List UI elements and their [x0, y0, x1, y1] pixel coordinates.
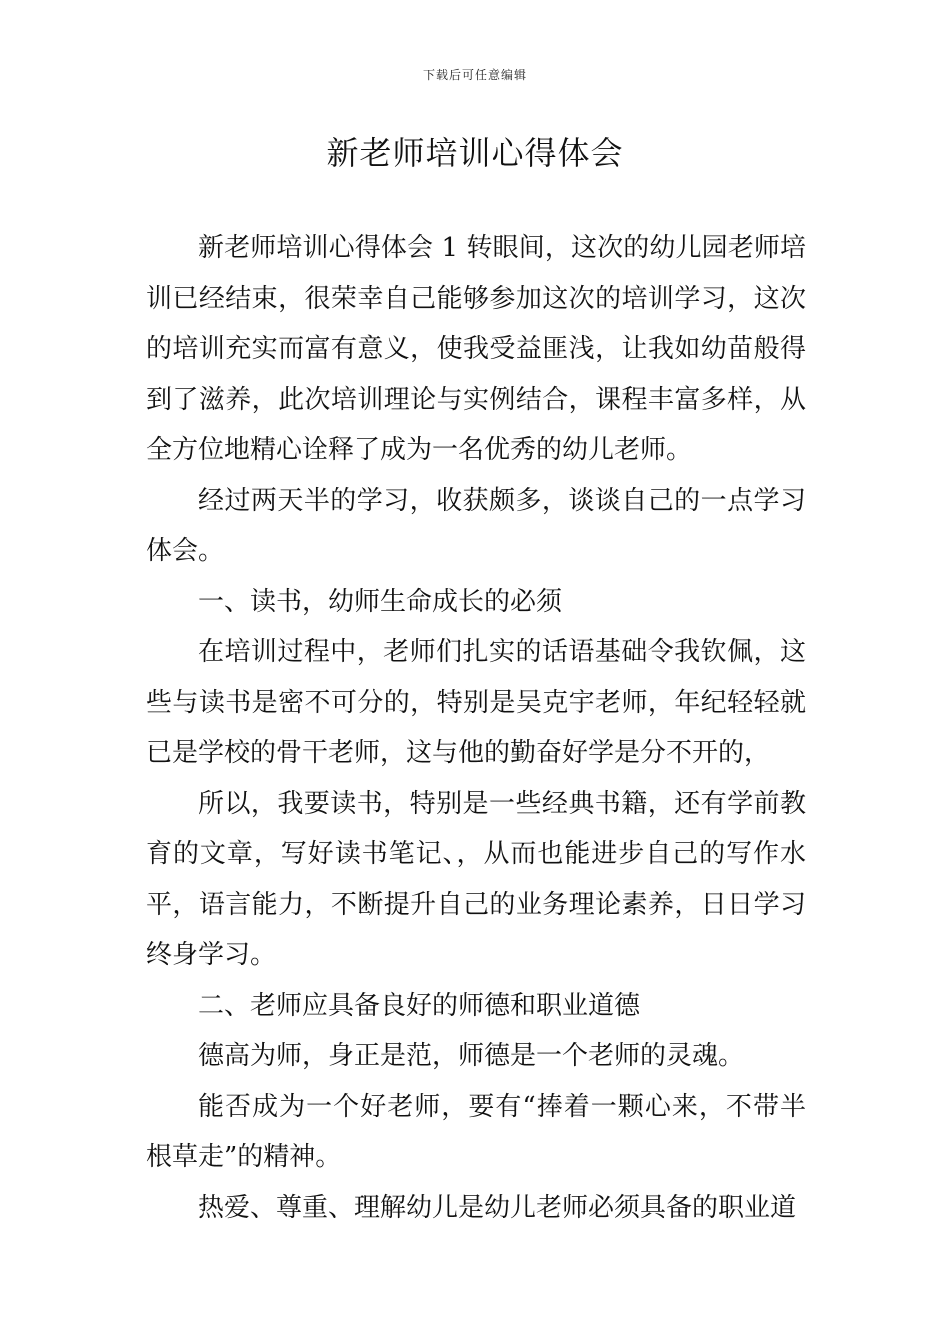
paragraph-reading: 所以，我要读书，特别是一些经典书籍，还有学前教育的文章，写好读书笔记、，从而也能进步自己的写作水平，语言能力，不断提升自己的业务理论素养，日日学习终身学习。	[146, 788, 806, 970]
paragraph-love-children: 热爱、尊重、理解幼儿是幼儿老师必须具备的职业道	[198, 1192, 797, 1223]
paragraph-good-teacher: 能否成为一个好老师，要有“捧着一颗心来，不带半根草走”的精神。	[146, 1091, 806, 1172]
paragraph-training: 在培训过程中，老师们扎实的话语基础令我钦佩，这些与读书是密不可分的，特别是吴克宇老师，年纪轻轻就已是学校的骨干老师，这与他的勤奋好学是分不开的，	[146, 637, 806, 768]
document-body	[146, 223, 806, 1233]
paragraph-summary: 经过两天半的学习，收获颇多，谈谈自己的一点学习体会。	[146, 485, 806, 566]
section-heading-two: 二、老师应具备良好的师德和职业道德	[198, 990, 641, 1021]
section-heading-one: 一、读书，幼师生命成长的必须	[198, 586, 563, 617]
paragraph-ethics: 德高为师，身正是范，师德是一个老师的灵魂。	[198, 1041, 745, 1071]
document-title: 新老师培训心得体会	[326, 134, 624, 172]
header-note: 下载后可任意编辑	[422, 68, 527, 82]
paragraph-intro: 新老师培训心得体会 1 转眼间，这次的幼儿园老师培训已经结束，很荣幸自己能够参加这次的培训学习，这次的培训充实而富有意义，使我受益匪浅，让我如幼苗般得到了滋养，此次培训理论与实例结合，课程丰富多样，从全方位地精心诠释了成为一名优秀的幼儿老师。	[146, 233, 806, 465]
